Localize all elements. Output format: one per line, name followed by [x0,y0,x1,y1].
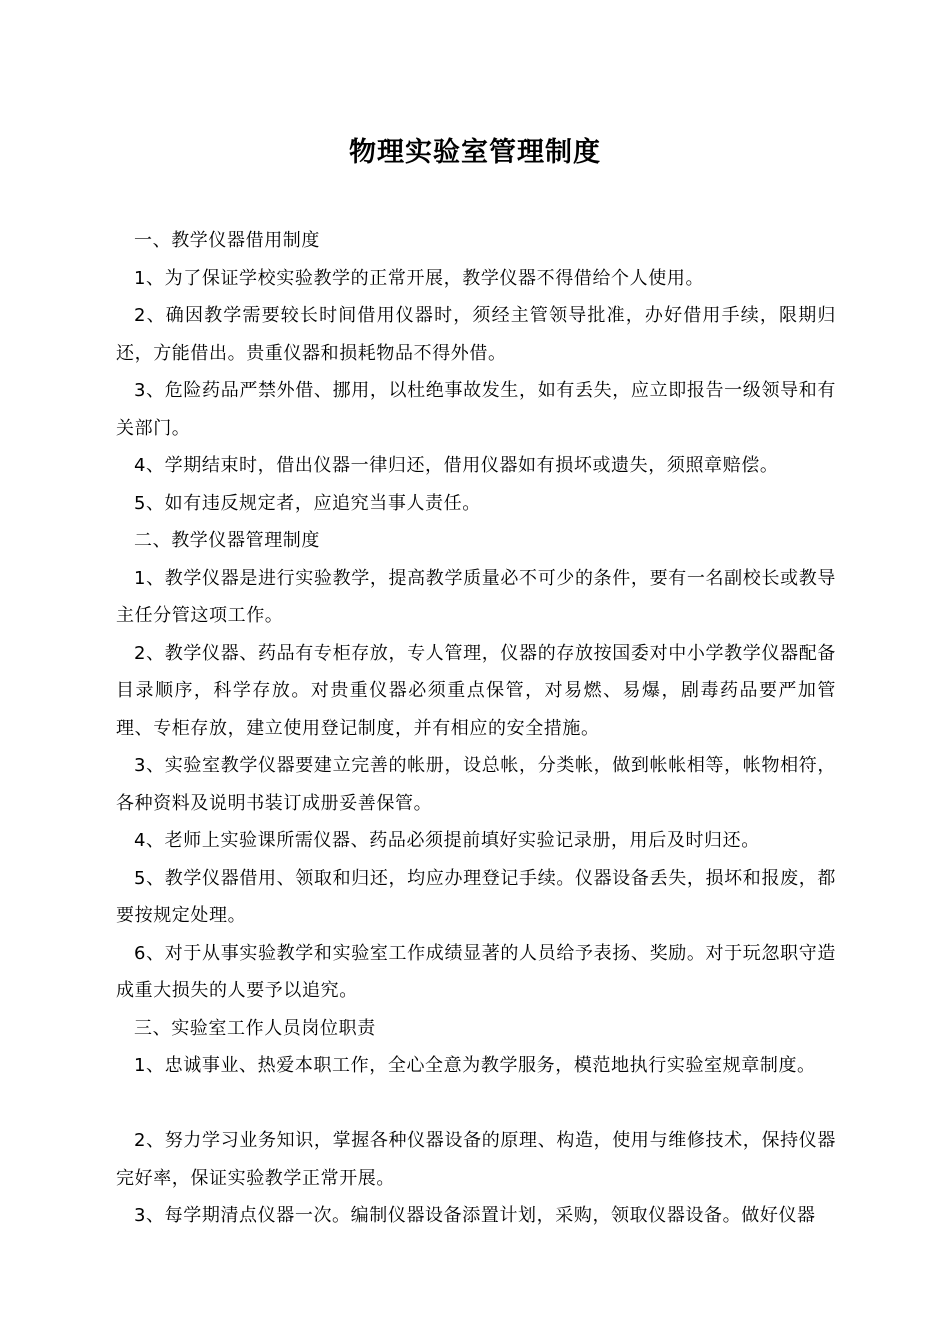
paragraph: 2、确因教学需要较长时间借用仪器时，须经主管领导批准，办好借用手续，限期归还，方能借出。贵重仪器和损耗物品不得外借。 [116,305,836,364]
paragraph: 2、努力学习业务知识，掌握各种仪器设备的原理、构造，使用与维修技术，保持仪器完好率，保证实验教学正常开展。 [116,1130,836,1189]
paragraph: 3、每学期清点仪器一次。编制仪器设备添置计划，采购，领取仪器设备。做好仪器 [134,1205,816,1226]
paragraph: 1、忠诚事业、热爱本职工作，全心全意为教学服务，模范地执行实验室规章制度。 [134,1055,816,1076]
paragraph: 4、学期结束时，借出仪器一律归还，借用仪器如有损坏或遗失，须照章赔偿。 [134,455,779,476]
paragraph: 2、教学仪器、药品有专柜存放，专人管理，仪器的存放按国委对中小学教学仪器配备目录顺序，科学存放。对贵重仪器必须重点保管，对易燃、易爆，剧毒药品要严加管理、专柜存放，建立使用登记制度，并有相应的安全措施。 [116,642,836,739]
blank-line [116,1085,836,1123]
paragraph: 4、老师上实验课所需仪器、药品必须提前填好实验记录册，用后及时归还。 [134,830,760,851]
document-body [116,222,836,1235]
section-heading: 一、教学仪器借用制度 [134,230,320,251]
paragraph: 5、教学仪器借用、领取和归还，均应办理登记手续。仪器设备丢失，损坏和报废，都要按规定处理。 [116,867,836,926]
paragraph: 5、如有违反规定者，应追究当事人责任。 [134,492,481,514]
section-heading: 三、实验室工作人员岗位职责 [134,1017,376,1039]
paragraph: 3、实验室教学仪器要建立完善的帐册，设总帐，分类帐，做到帐帐相等，帐物相符，各种资料及说明书装订成册妥善保管。 [116,755,836,814]
section-heading: 二、教学仪器管理制度 [134,530,320,551]
paragraph: 3、危险药品严禁外借、挪用，以杜绝事故发生，如有丢失，应立即报告一级领导和有关部门。 [116,380,836,439]
paragraph: 1、教学仪器是进行实验教学，提高教学质量必不可少的条件，要有一名副校长或教导主任分管这项工作。 [116,567,836,626]
paragraph: 1、为了保证学校实验教学的正常开展，教学仪器不得借给个人使用。 [134,267,705,289]
document-title: 物理实验室管理制度 [349,137,601,168]
paragraph: 6、对于从事实验教学和实验室工作成绩显著的人员给予表扬、奖励。对于玩忽职守造成重大损失的人要予以追究。 [116,942,836,1001]
